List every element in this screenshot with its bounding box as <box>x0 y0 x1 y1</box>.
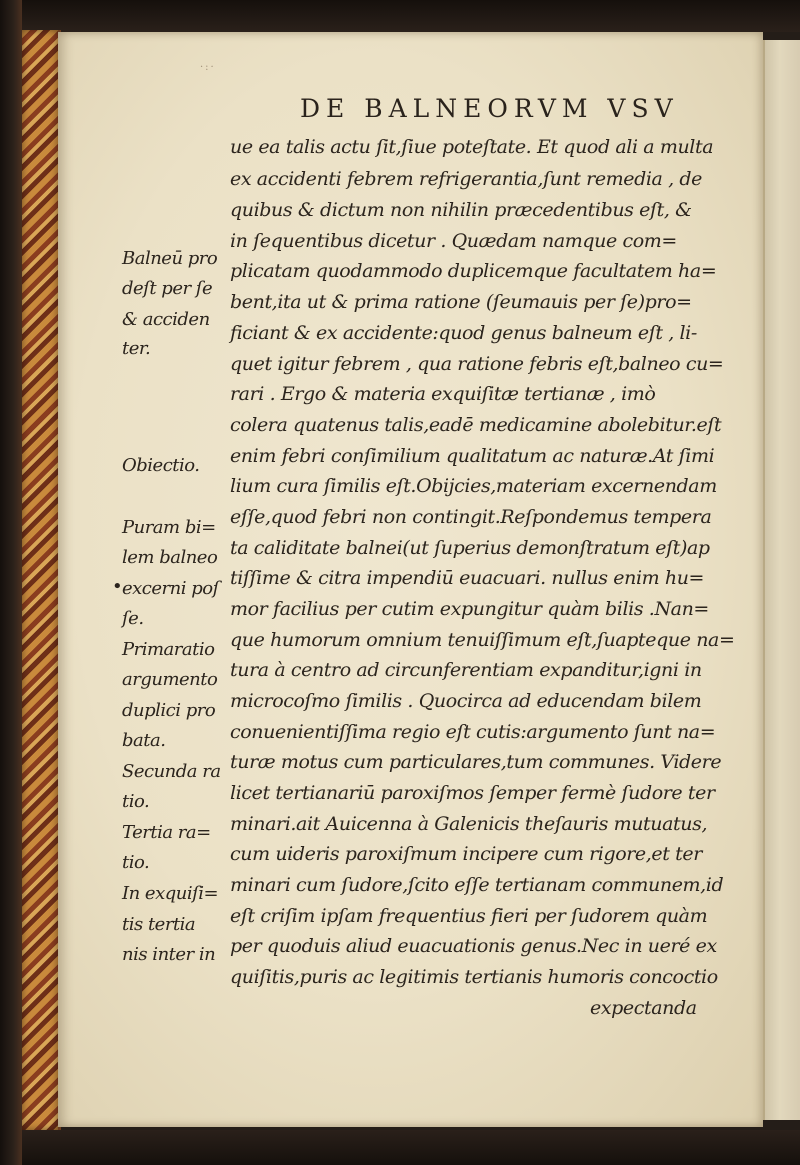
text-line: ue ea talis actu ſit,ſiue poteſtate. Et quod ali a multa <box>230 136 714 158</box>
decorative-page-border <box>22 30 61 1130</box>
text-line: colera quatenus talis,eadē medicamine abolebitur.eſt <box>230 414 722 436</box>
text-line: turæ motus cum particulares,tum communes. Videre <box>230 751 722 773</box>
text-line: quibus & dictum non nihilin præcedentibus eſt, & <box>230 199 692 221</box>
margin-note: Puram bi= <box>122 517 216 538</box>
text-line: minari.ait Auicenna à Galenicis theſauris mutuatus, <box>230 813 708 835</box>
running-title: DE BALNEORVM VSV <box>300 94 679 123</box>
scan-bottom-background <box>22 1130 800 1165</box>
text-line: per quoduis aliud euacuationis genus.Nec in ueré ex <box>230 935 717 957</box>
margin-note: Balneū pro <box>122 248 218 269</box>
margin-bullet: • <box>112 576 123 597</box>
catchword: expectanda <box>590 997 697 1019</box>
margin-note: excerni poſ <box>122 578 219 599</box>
text-line: cum uideris paroxiſmum incipere cum rigore,et ter <box>230 843 702 865</box>
text-line: licet tertianariū paroxiſmos ſemper fermè ſudore ter <box>230 782 715 804</box>
margin-note: deſt per ſe <box>122 278 213 299</box>
text-line: in ſequentibus dicetur . Quædam namque com= <box>230 230 677 252</box>
text-line: eſſe,quod febri non contingit.Reſpondemus tempera <box>230 506 712 528</box>
margin-note: In exquiſi= <box>122 883 219 904</box>
margin-note: tis tertia <box>122 914 196 935</box>
text-line: rari . Ergo & materia exquiſitæ tertianæ , imò <box>230 383 656 405</box>
text-line: tiſſime & citra impendiū euacuari. nullus enim hu= <box>230 567 705 589</box>
text-line: lium cura ſimilis eſt.Obijcies,materiam excernendam <box>230 475 717 497</box>
text-line: tura à centro ad circunferentiam expanditur,igni in <box>230 659 702 681</box>
text-line: quet igitur febrem , qua ratione febris eſt,balneo cu= <box>230 353 724 375</box>
facing-page-edge <box>763 40 800 1120</box>
scan-top-background <box>22 0 800 32</box>
text-line: mor facilius per cutim expungitur quàm bilis .Nan= <box>230 598 709 620</box>
margin-note: lem balneo <box>122 547 218 568</box>
text-line: eſt criſim ipſam frequentius fieri per ſudorem quàm <box>230 905 708 927</box>
margin-note: Tertia ra= <box>122 822 211 843</box>
text-line: que humorum omnium tenuiſſimum eſt,ſuapteque na= <box>230 629 735 651</box>
margin-note: ſe. <box>122 608 144 629</box>
margin-note: bata. <box>122 730 166 751</box>
margin-note: & acciden <box>122 309 210 330</box>
margin-note: Primaratio <box>122 639 215 660</box>
text-line: conuenientiſſima regio eſt cutis:argumento ſunt na= <box>230 721 716 743</box>
margin-note: tio. <box>122 791 150 812</box>
text-line: ex accidenti febrem refrigerantia,ſunt remedia , de <box>230 168 703 190</box>
ink-speck-decoration: ·:· <box>200 62 216 73</box>
margin-note: duplici pro <box>122 700 216 721</box>
margin-note: ter. <box>122 338 151 359</box>
margin-note: nis inter in <box>122 944 216 965</box>
margin-note: argumento <box>122 669 218 690</box>
text-line: ficiant & ex accidente:quod genus balneum eſt , li- <box>230 322 697 344</box>
text-line: microcoſmo ſimilis . Quocirca ad educendam bilem <box>230 690 702 712</box>
margin-note: tio. <box>122 852 150 873</box>
text-line: bent,ita ut & prima ratione (ſeumauis per ſe)pro= <box>230 291 692 313</box>
text-line: quiſitis,puris ac legitimis tertianis humoris concoctio <box>230 966 718 988</box>
text-line: plicatam quodammodo duplicemque facultatem ha= <box>230 260 717 282</box>
margin-note: Obiectio. <box>122 455 200 476</box>
book-spine <box>0 0 22 1165</box>
margin-note: Secunda ra <box>122 761 221 782</box>
text-line: enim febri conſimilium qualitatum ac naturæ.At ſimi <box>230 445 715 467</box>
text-line: minari cum ſudore,ſcito eſſe tertianam communem,id <box>230 874 724 896</box>
text-line: ta caliditate balnei(ut ſuperius demonſtratum eſt)ap <box>230 537 710 559</box>
